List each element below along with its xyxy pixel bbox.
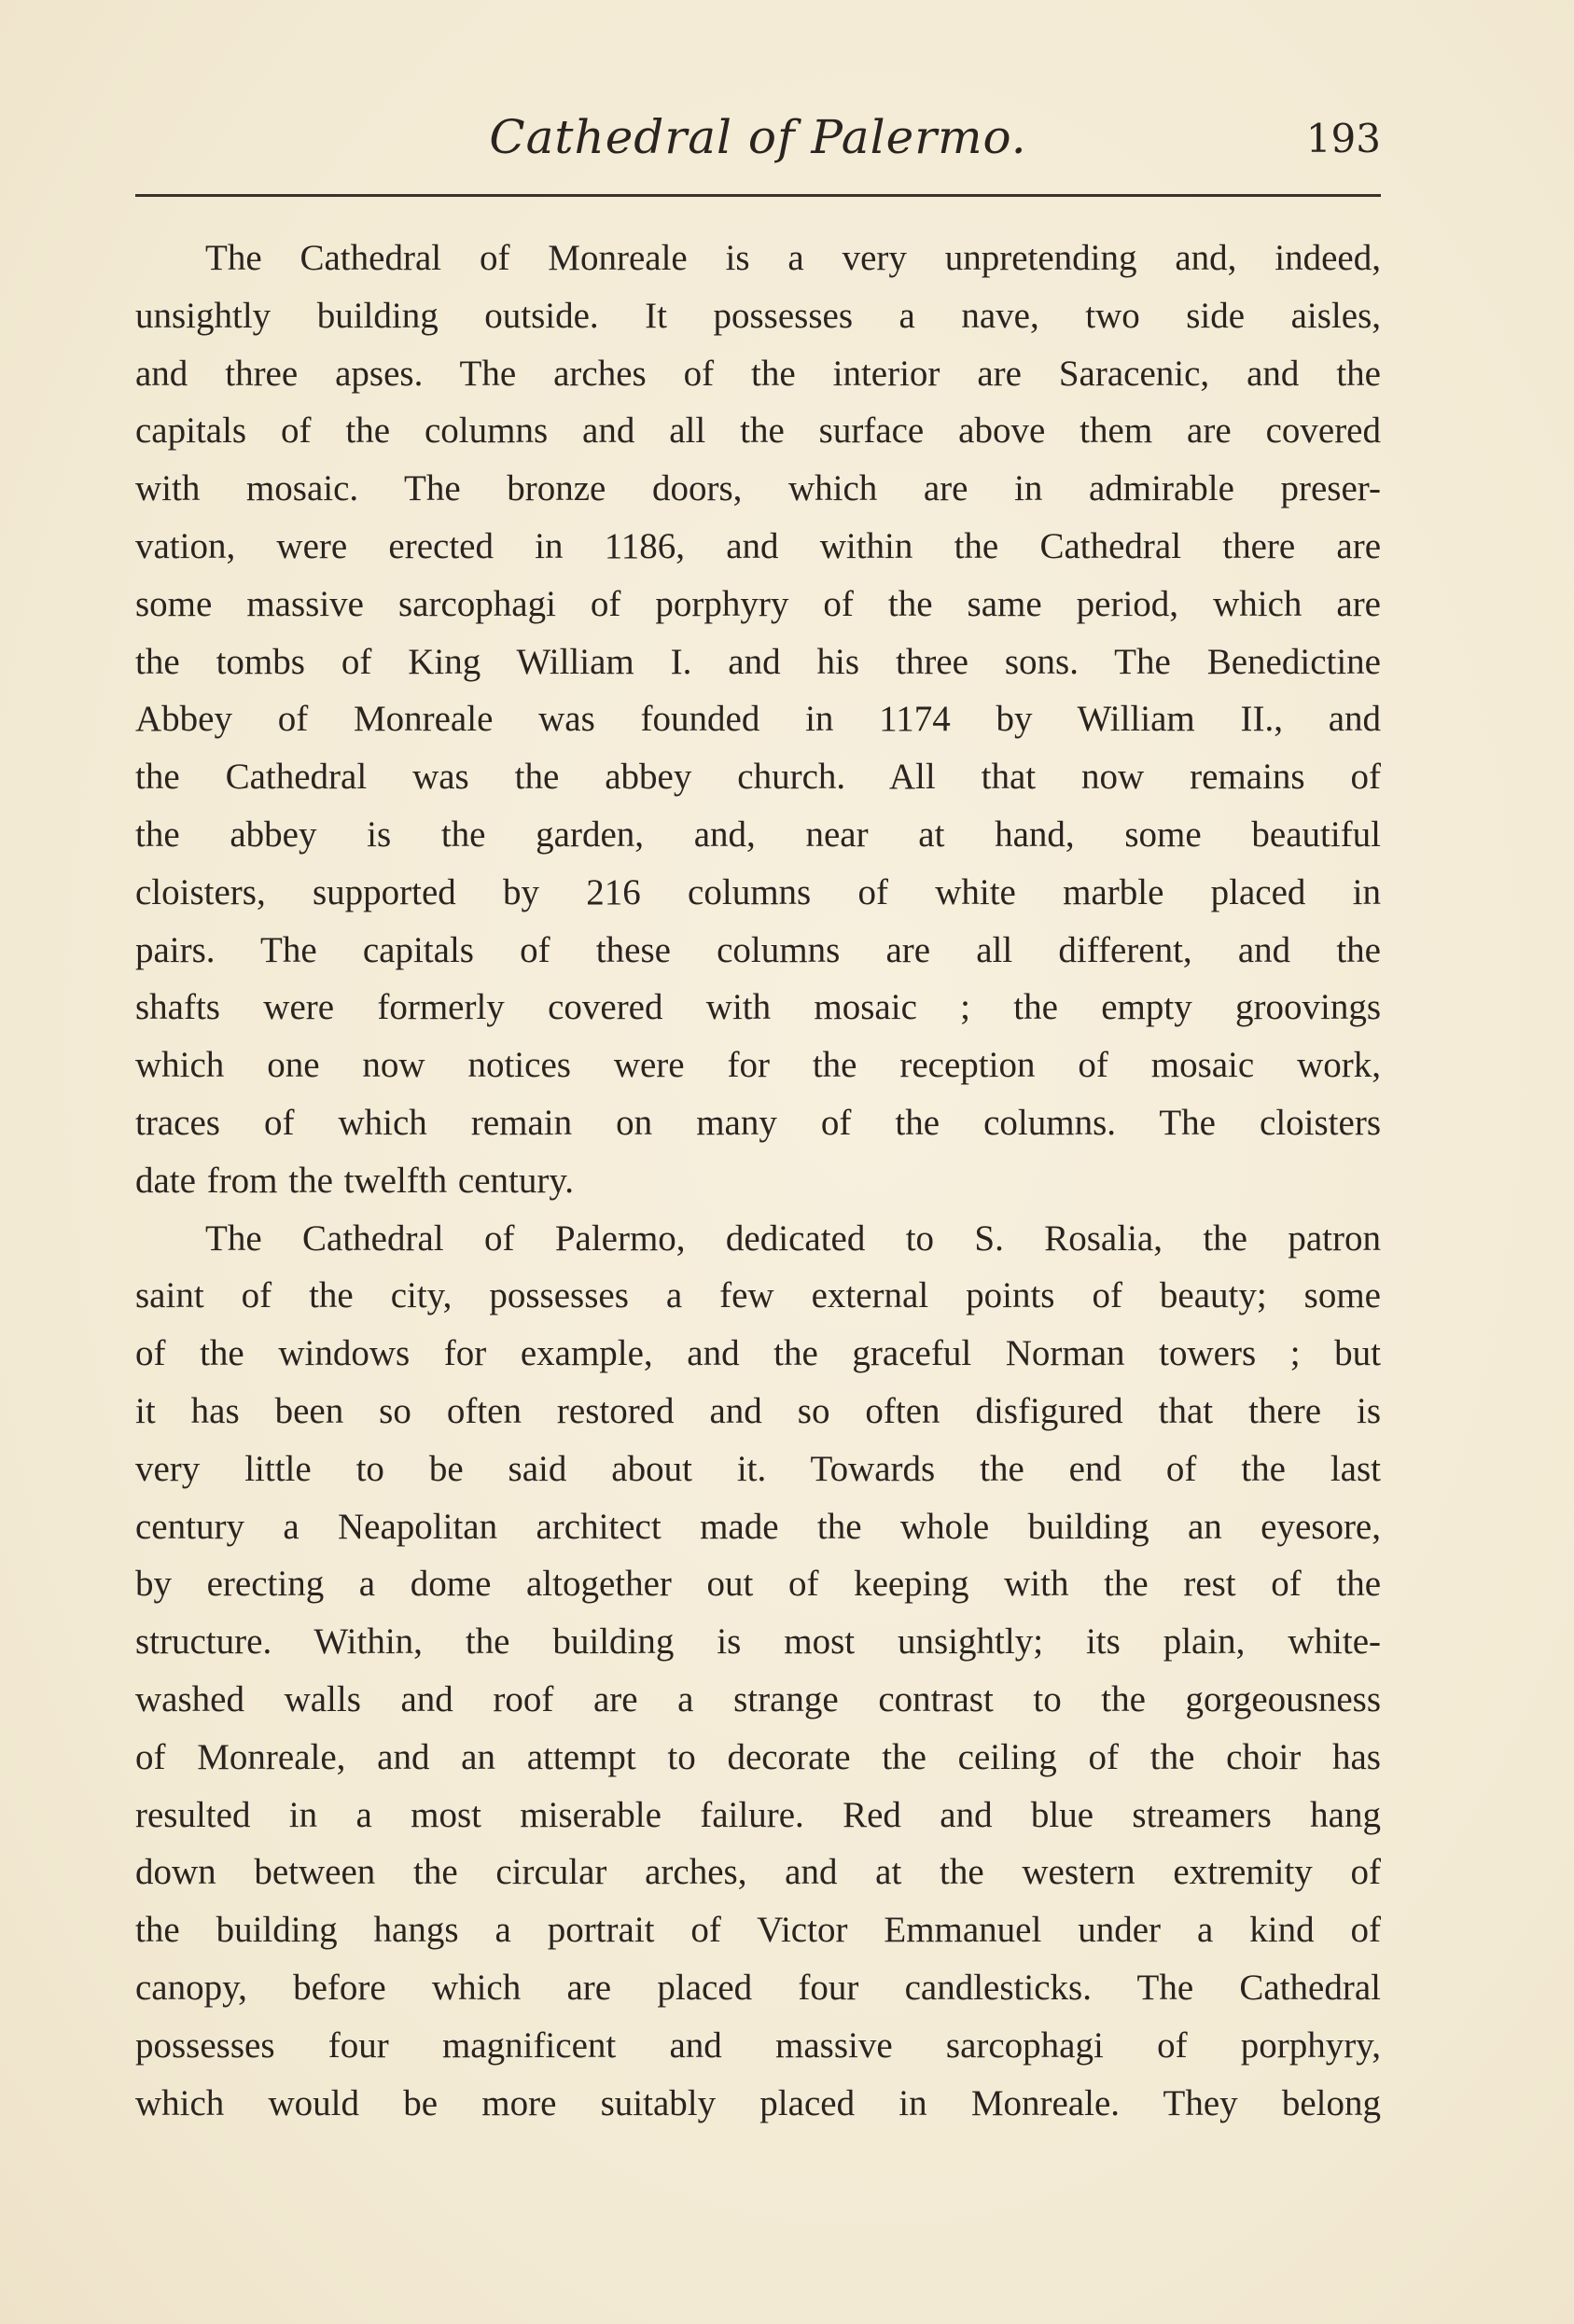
text-line: and three apses. The arches of the interior are Saracenic, and the [135, 353, 1381, 394]
text-line: saint of the city, possesses a few external points of beauty; some [135, 1275, 1381, 1316]
text-line: The Cathedral of Monreale is a very unpretending and, indeed, [205, 238, 1381, 278]
text-line: by erecting a dome altogether out of keeping with the rest of the [135, 1564, 1381, 1605]
text-line: structure. Within, the building is most unsightly; its plain, white- [135, 1621, 1381, 1663]
text-line: with mosaic. The bronze doors, which are in admirable preser- [135, 468, 1381, 509]
text-line: The Cathedral of Palermo, dedicated to S. Rosalia, the patron [205, 1218, 1381, 1259]
header-rule [135, 194, 1381, 197]
text-line: possesses four magnificent and massive sarcophagi of porphyry, [135, 2025, 1381, 2066]
text-line: cloisters, supported by 216 columns of white marble placed in [135, 871, 1381, 912]
text-line: of the windows for example, and the graceful Norman towers ; but [135, 1333, 1381, 1374]
text-line: some massive sarcophagi of porphyry of the same period, which are [135, 583, 1381, 624]
text-line: resulted in a most miserable failure. Red and blue streamers hang [135, 1794, 1381, 1835]
running-title: Cathedral of Palermo. [489, 110, 1027, 164]
text-line: century a Neapolitan architect made the whole building an eyesore, [135, 1506, 1381, 1547]
text-line: very little to be said about it. Towards the end of the last [135, 1448, 1381, 1489]
text-line: washed walls and roof are a strange contrast to the gorgeousness [135, 1678, 1381, 1719]
text-line: unsightly building outside. It possesses a nave, two side aisles, [135, 295, 1381, 336]
text-line: Abbey of Monreale was founded in 1174 by William II., and [135, 699, 1381, 740]
text-line: pairs. The capitals of these columns are all different, and the [135, 929, 1381, 970]
text-line: it has been so often restored and so often disfigured that there is [135, 1390, 1381, 1431]
text-line: the tombs of King William I. and his three sons. The Benedictine [135, 641, 1381, 682]
text-line: the abbey is the garden, and, near at hand, some beautiful [135, 814, 1381, 855]
text-line: capitals of the columns and all the surface above them are covered [135, 411, 1381, 452]
text-line: shafts were formerly covered with mosaic ; the empty groovings [135, 987, 1381, 1028]
page-number: 193 [1305, 116, 1381, 161]
text-line: traces of which remain on many of the columns. The cloisters [135, 1102, 1381, 1143]
text-line: down between the circular arches, and at the western extremity of [135, 1852, 1381, 1893]
text-line: which would be more suitably placed in Monreale. They belong [135, 2082, 1381, 2123]
body-text [135, 230, 1381, 2132]
text-line: which one now notices were for the reception of mosaic work, [135, 1045, 1381, 1086]
text-line: canopy, before which are placed four candlesticks. The Cathedral [135, 1967, 1381, 2008]
text-line: the Cathedral was the abbey church. All that now remains of [135, 757, 1381, 798]
text-line: date from the twelfth century. [135, 1160, 575, 1201]
text-line: the building hangs a portrait of Victor Emmanuel under a kind of [135, 1910, 1381, 1951]
page-header [135, 110, 1381, 166]
text-line: of Monreale, and an attempt to decorate the ceiling of the choir has [135, 1736, 1381, 1777]
text-line: vation, were erected in 1186, and within the Cathedral there are [135, 525, 1381, 566]
